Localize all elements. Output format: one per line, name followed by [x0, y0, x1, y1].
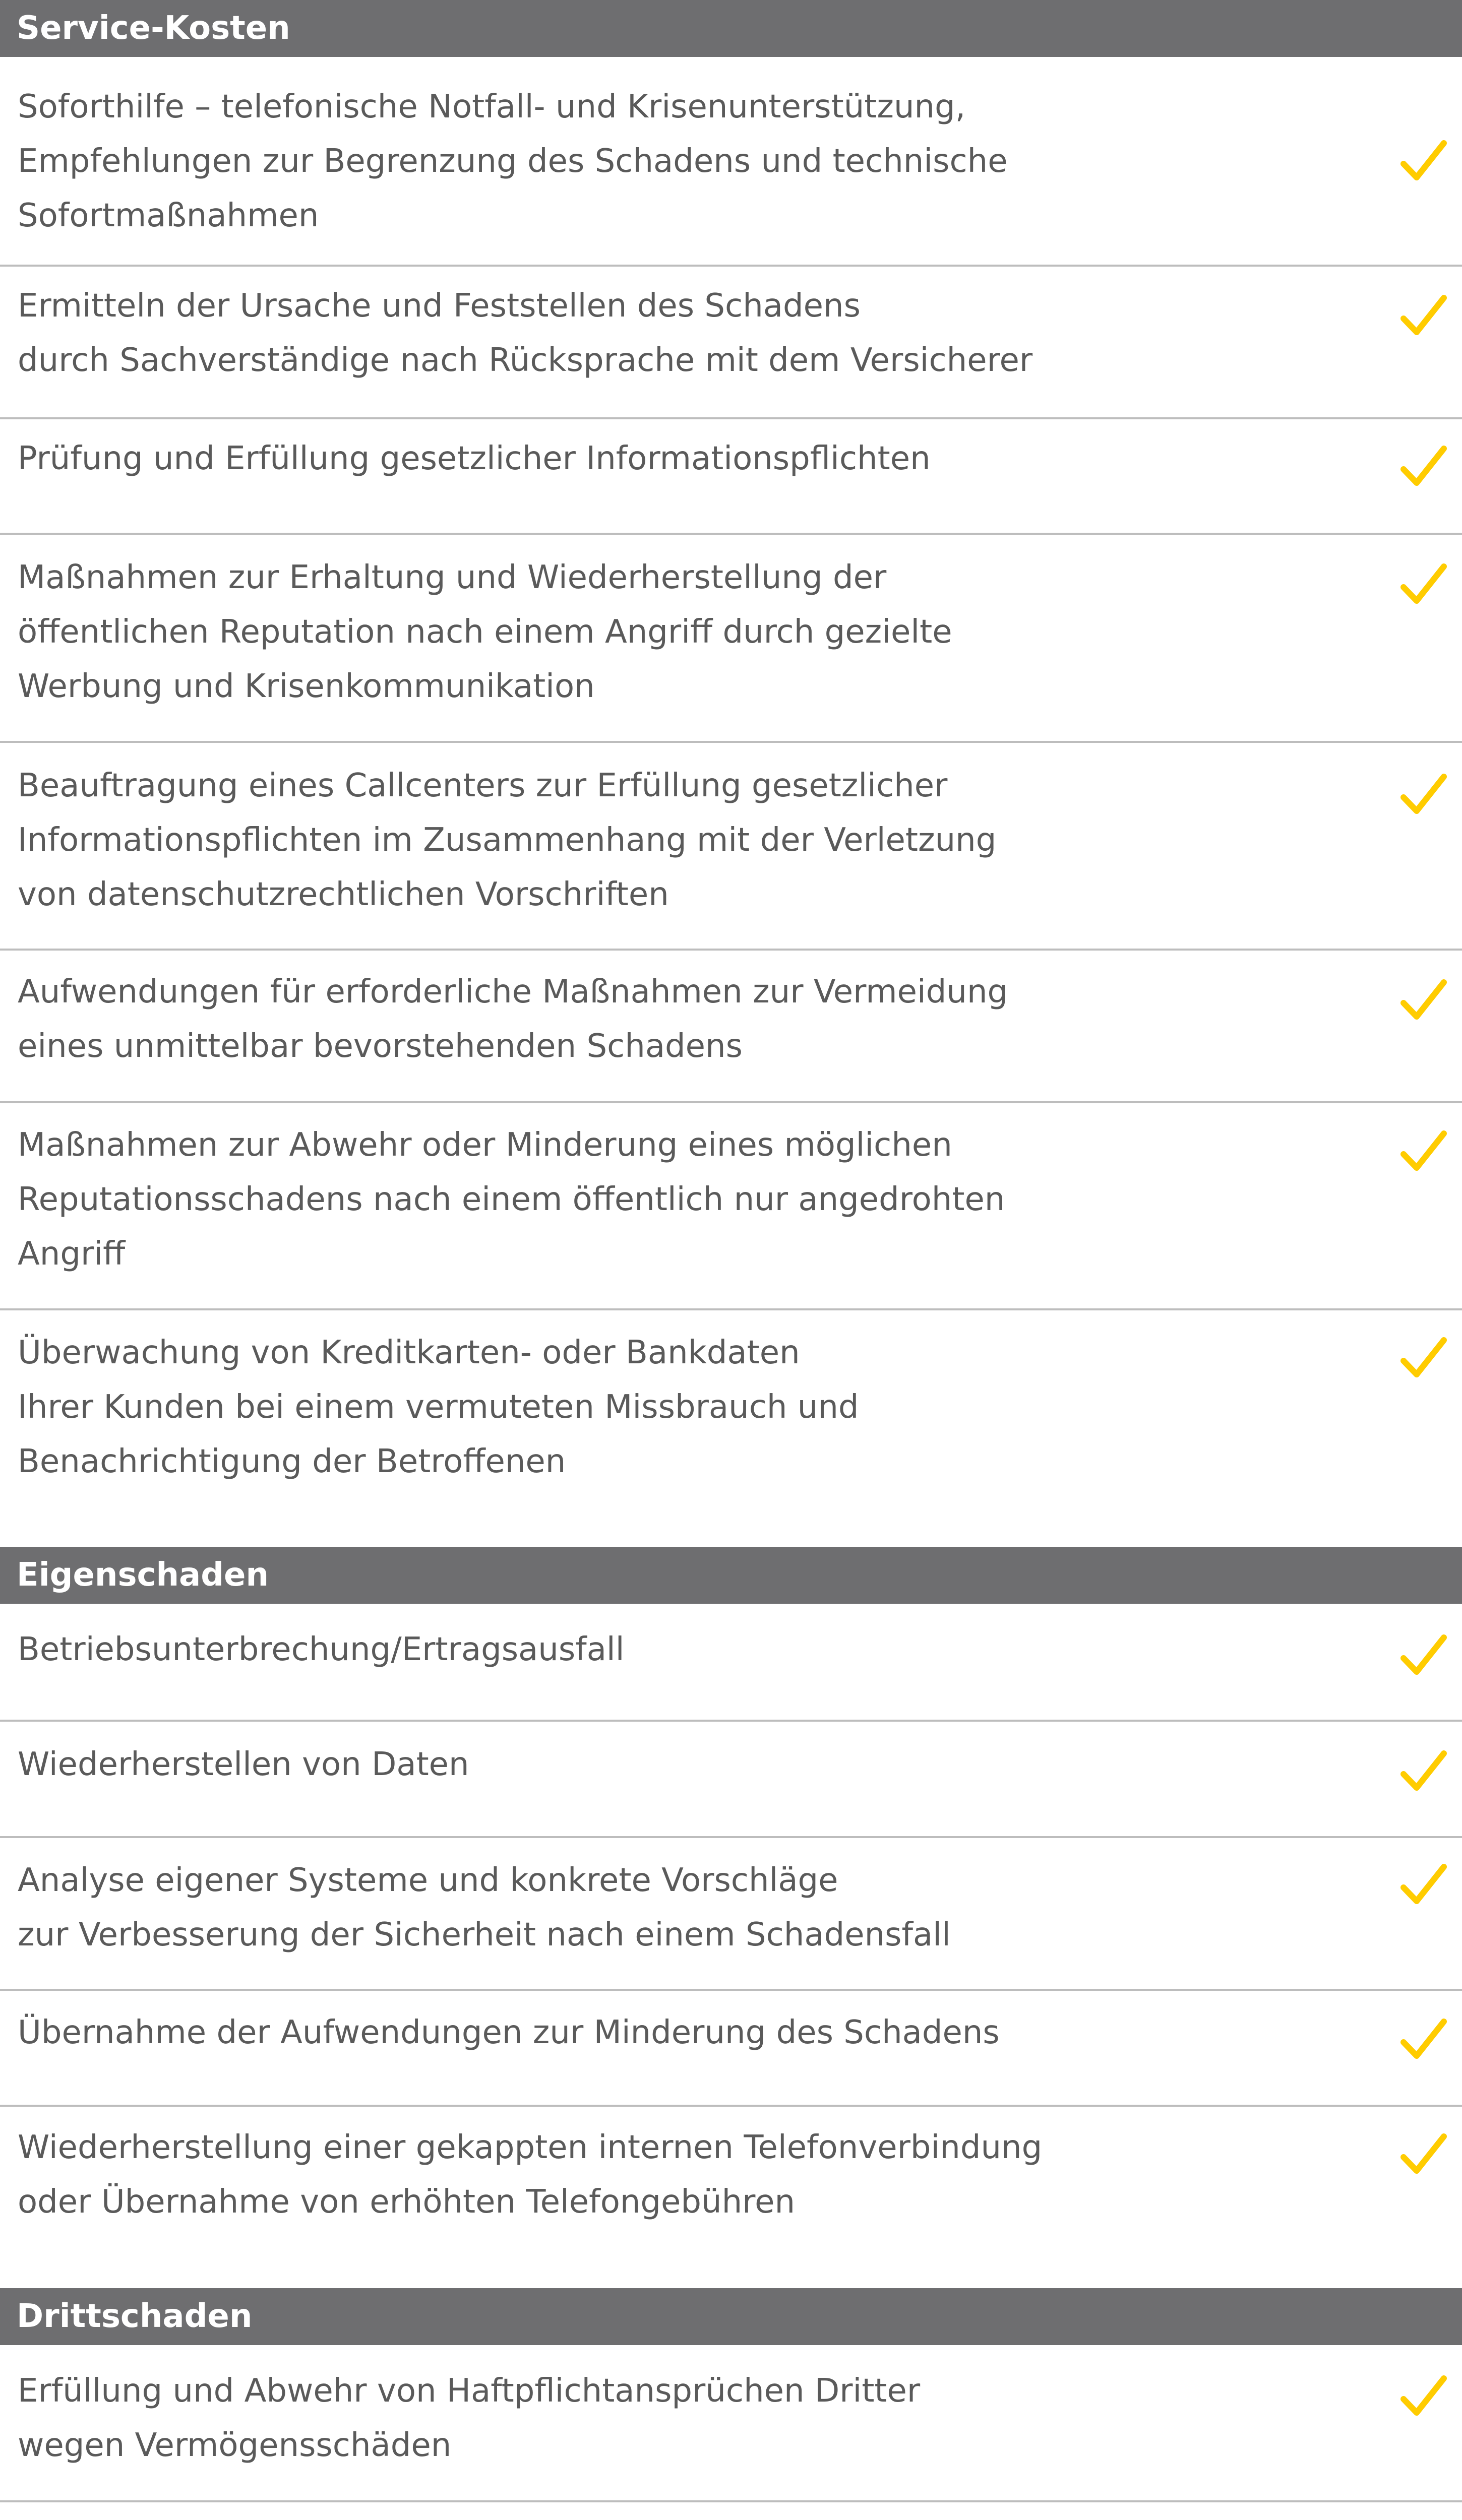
checkmark-icon [1398, 291, 1449, 341]
divider [0, 2500, 1462, 2502]
item-text: Beauftragung eines Callcenters zur Erfüllung gesetzlicher Informationspflichten im Zusammenhang mit der Verletzung von datenschutzrechtlichen Vorschriften [18, 767, 997, 913]
checkmark-icon [1398, 1746, 1449, 1797]
item-text: Wiederherstellung einer gekappten internen Telefonverbindung oder Übernahme von erhöhten Telefongebühren [18, 2129, 1043, 2221]
section-header-eigenschaden: Eigenschaden [0, 1547, 1462, 1604]
divider [0, 949, 1462, 951]
checkmark-icon [1398, 559, 1449, 610]
section-header-service-kosten: Service-Kosten [0, 0, 1462, 57]
checkmark-icon [1398, 2014, 1449, 2065]
item-text [18, 2517, 1202, 2520]
checkmark-icon [1398, 975, 1449, 1026]
item-text: Betriebsunterbrechung/Ertragsausfall [18, 1631, 625, 1668]
item-text: Prüfung und Erfüllung gesetzlicher Informationspflichten [18, 440, 931, 477]
divider [0, 533, 1462, 535]
divider [0, 265, 1462, 267]
checkmark-icon [1398, 136, 1449, 186]
item-text: Wiederherstellen von Daten [18, 1746, 469, 1783]
divider [0, 1989, 1462, 1991]
item-text: Ermitteln der Ursache und Feststellen des Schadens durch Sachverständige nach Rücksprache mit dem Versicherer [18, 287, 1033, 379]
checkmark-icon [1398, 1333, 1449, 1383]
item-text: Erfüllung und Abwehr von Haftpflichtansprüchen Dritter wegen Vermögensschäden [18, 2372, 921, 2464]
checkmark-icon [1398, 770, 1449, 820]
checkmark-icon [1398, 1860, 1449, 1910]
checkmark-icon [1398, 1126, 1449, 1177]
item-text: Maßnahmen zur Erhaltung und Wiederherstellung der öffentlichen Reputation nach einem Angriff durch gezielte Werbung und Krisenkommunikation [18, 559, 952, 705]
divider [0, 1101, 1462, 1103]
divider [0, 1836, 1462, 1838]
item-text: Maßnahmen zur Abwehr oder Minderung eines möglichen Reputationsschadens nach einem öffentlich nur angedrohten Angriff [18, 1126, 1005, 1273]
item-text: Überwachung von Kreditkarten- oder Bankdaten Ihrer Kunden bei einem vermuteten Missbrauch und Benachrichtigung der Betroffenen [18, 1334, 859, 1480]
checkmark-icon [1398, 2129, 1449, 2180]
divider [0, 1720, 1462, 1722]
item-text: Soforthilfe – telefonische Notfall- und Krisenunterstützung, Empfehlungen zur Begrenzung des Schadens und technische Sofortmaßnahmen [18, 88, 1008, 234]
divider [0, 417, 1462, 419]
divider [0, 1308, 1462, 1310]
divider [0, 741, 1462, 743]
checkmark-icon [1398, 442, 1449, 492]
divider [0, 2105, 1462, 2107]
checkmark-icon [1398, 2371, 1449, 2422]
item-text: Übernahme der Aufwendungen zur Minderung des Schadens [18, 2014, 1000, 2051]
item-text: Aufwendungen für erforderliche Maßnahmen zur Vermeidung eines unmittelbar bevorstehenden Schadens [18, 973, 1008, 1065]
section-header-drittschaden: Drittschaden [0, 2288, 1462, 2345]
item-text: Analyse eigener Systeme und konkrete Vorschläge zur Verbesserung der Sicherheit nach einem Schadensfall [18, 1862, 951, 1954]
checkmark-icon [1398, 1630, 1449, 1681]
